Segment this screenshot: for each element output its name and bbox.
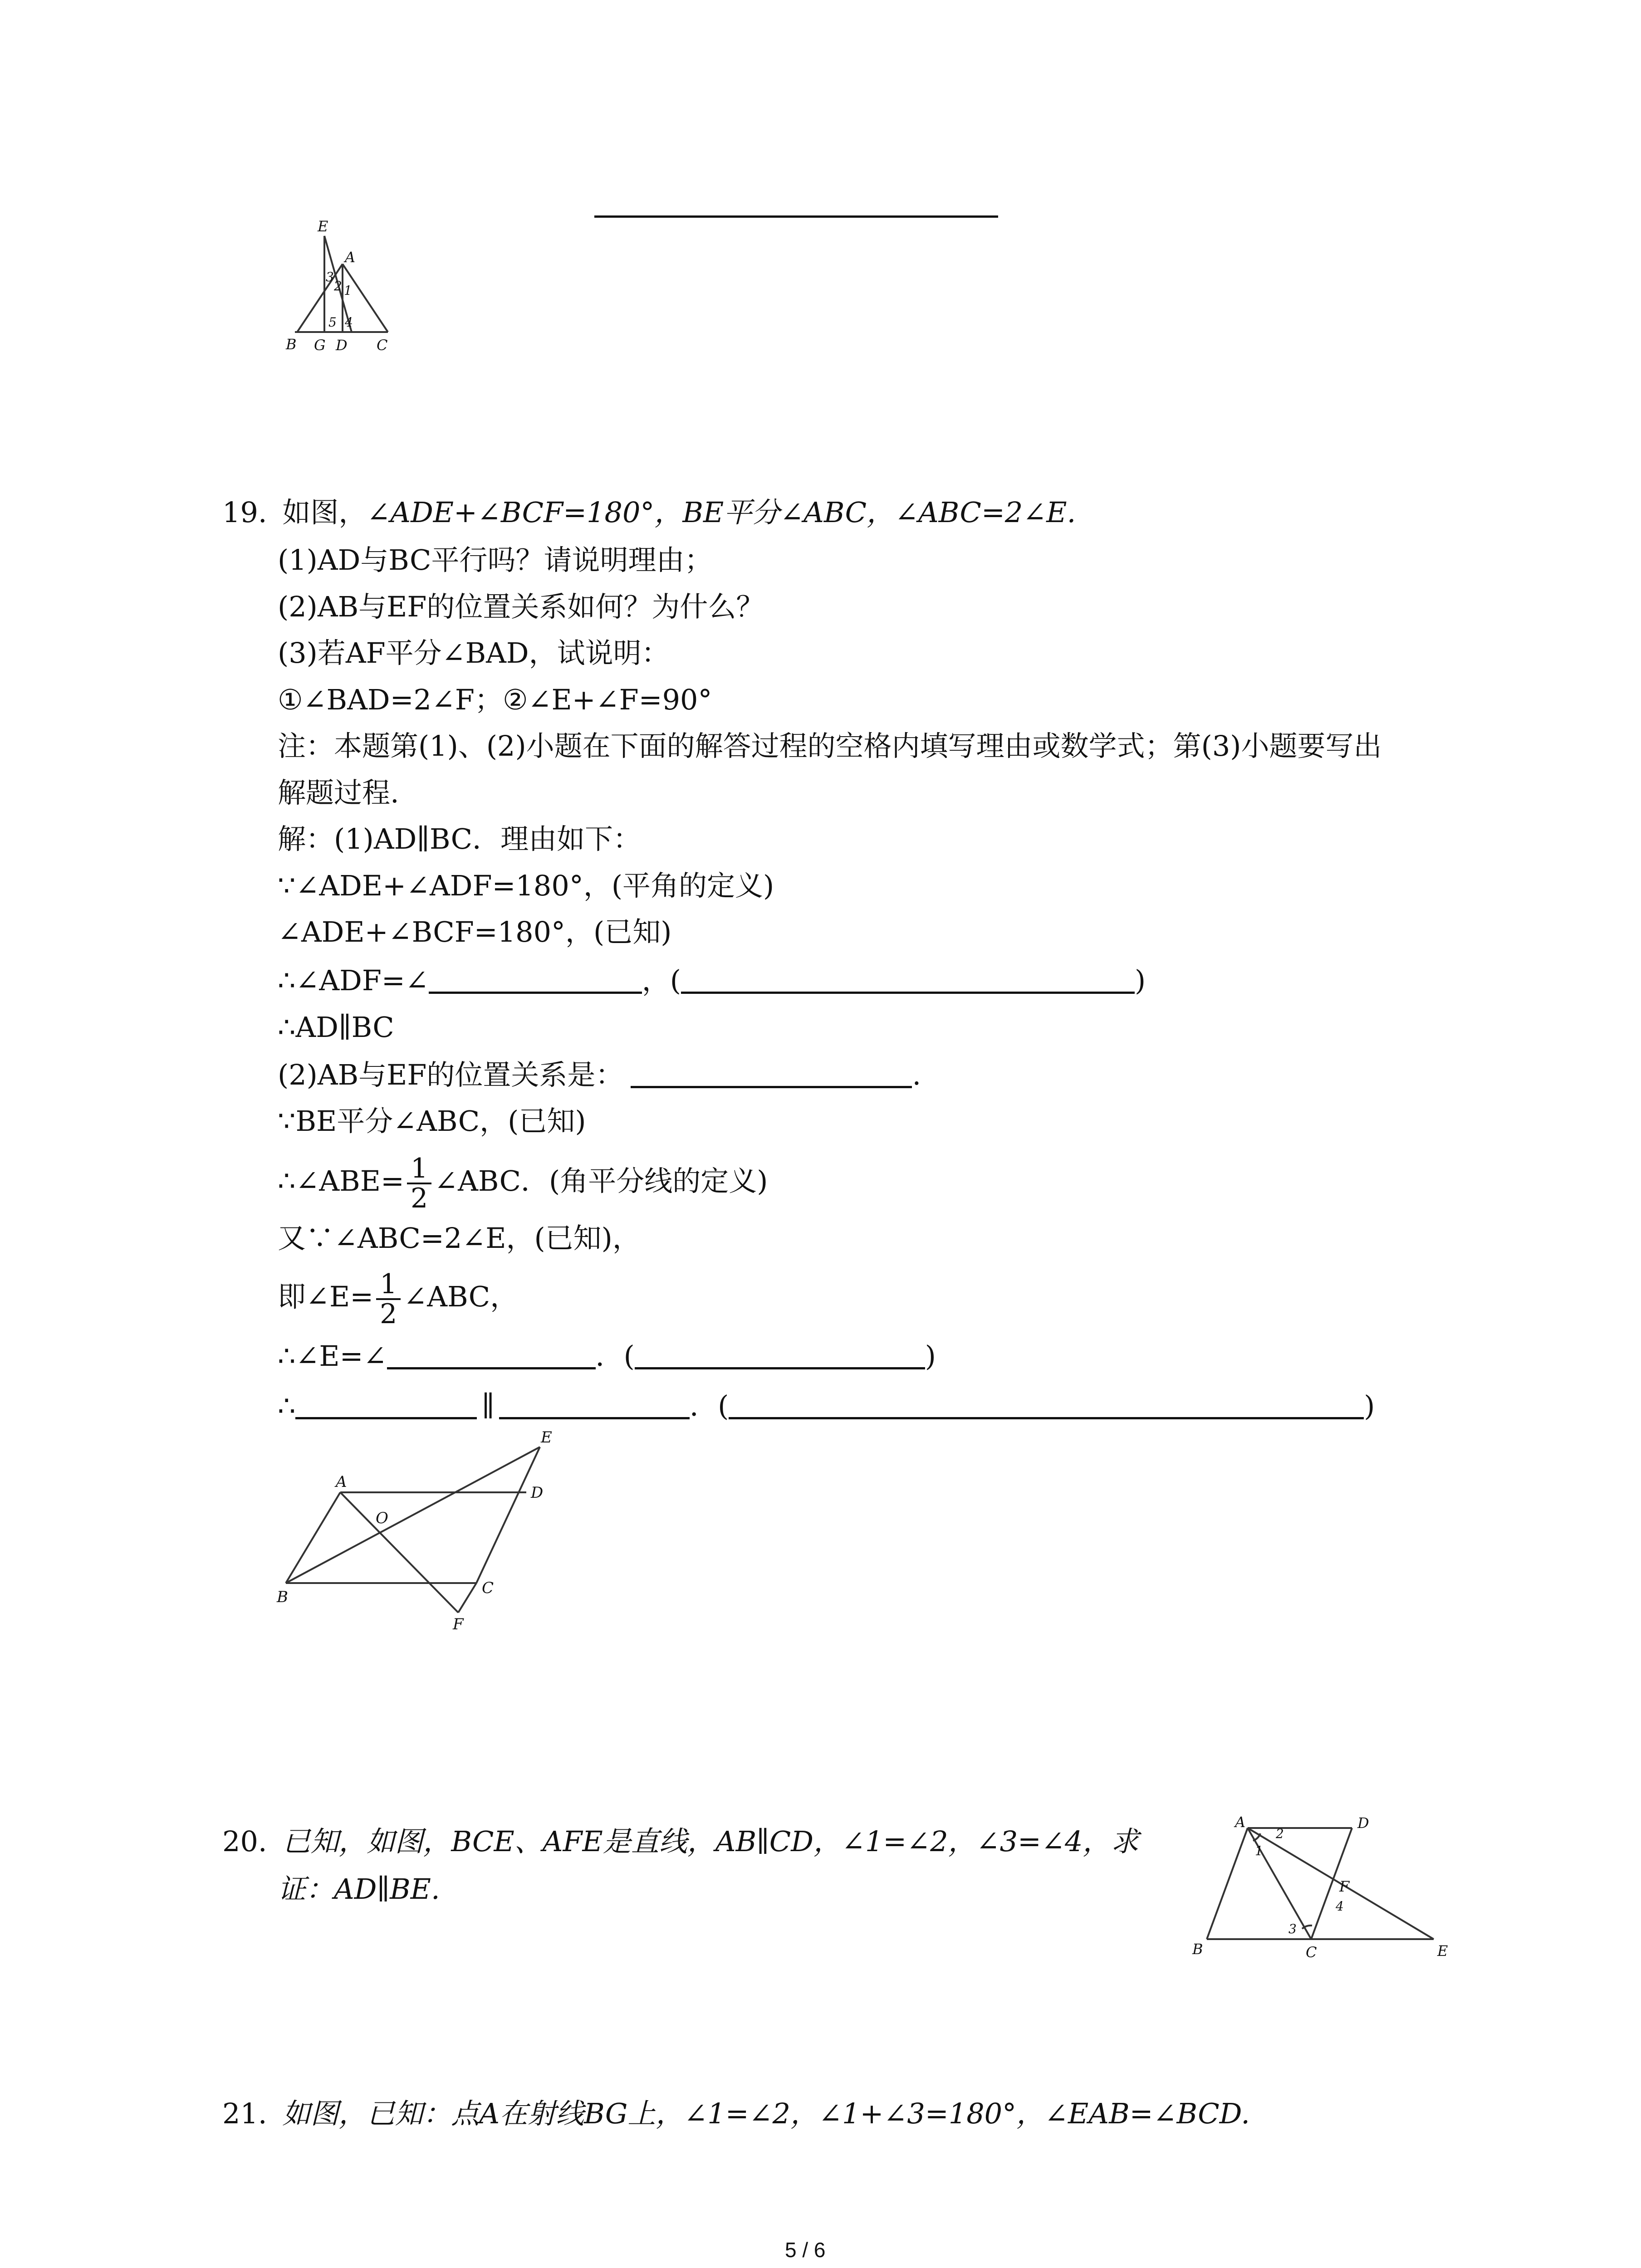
q19-s12-parallel: ∥ (481, 1389, 495, 1422)
answer-blank-q19-line1[interactable] (295, 1390, 477, 1419)
fraction-one-half: $\frac{1}{2}$ (407, 1154, 431, 1212)
q19-stem (222, 494, 1076, 531)
q19-solution-1: 解：(1)AD∥BC．理由如下： (278, 822, 642, 855)
q20-text-1: 已知，如图，BCE、AFE是直线，AB∥CD，∠1=∠2，∠3=∠4，求 (282, 1825, 1139, 1858)
label-a: A (345, 249, 356, 266)
line-e-c (476, 1447, 540, 1583)
q19-solution-3: ∠ADE+∠BCF=180°，(已知) (278, 915, 672, 948)
label-e: E (541, 1428, 552, 1447)
q19-solution-8 (278, 1154, 768, 1212)
q19-stem-b: ∠ADE+∠BCF=180°，BE平分∠ABC，∠ABC=2∠E. (367, 496, 1076, 529)
fraction-one-half-2: $\frac{1}{2}$ (376, 1270, 401, 1328)
q19-solution-11 (278, 1338, 936, 1374)
q19-part3: (3)若AF平分∠BAD，试说明： (278, 636, 670, 670)
label-2: 2 (1276, 1826, 1284, 1841)
label-b: B (1192, 1941, 1203, 1958)
label-d: D (336, 337, 348, 354)
q19-s4-paren-close: ) (1135, 964, 1146, 997)
answer-blank-q19-reason2[interactable] (635, 1340, 925, 1369)
line-b-e (286, 1447, 540, 1583)
q19-s12-paren-close: ) (1364, 1389, 1375, 1422)
answer-blank-q19-reason1[interactable] (681, 964, 1135, 994)
label-3: 3 (326, 269, 334, 284)
label-c: C (1306, 1944, 1317, 1961)
label-5: 5 (328, 315, 337, 330)
q19-s8-text-a: ∴∠ABE= (278, 1164, 404, 1198)
label-g: G (314, 337, 326, 354)
q21-line1 (222, 2096, 1250, 2132)
q19-solution-4 (278, 963, 1146, 999)
q19-s10-text-a: 即∠E= (278, 1280, 374, 1314)
answer-blank-q19-line2[interactable] (499, 1390, 690, 1419)
q20-number: 20. (222, 1825, 267, 1858)
label-d: D (1357, 1814, 1369, 1832)
q19-stem-a: 如图， (282, 496, 367, 529)
q19-solution-6 (278, 1057, 921, 1093)
q19-s11-text: ∴∠E=∠ (278, 1339, 387, 1373)
q19-number: 19. (222, 496, 267, 529)
q19-note-line1: 注：本题第(1)、(2)小题在下面的解答过程的空格内填写理由或数学式；第(3)小题要写出 (278, 729, 1382, 763)
q21-text-1: 如图，已知：点A在射线BG上，∠1=∠2，∠1+∠3=180°，∠EAB=∠BCD. (282, 2097, 1250, 2130)
q19-part1: (1)AD与BC平行吗？请说明理由； (278, 543, 713, 577)
q19-s10-text-b: ∠ABC， (403, 1280, 519, 1314)
q19-solution-12 (278, 1388, 1375, 1424)
label-o: O (376, 1509, 388, 1527)
angle-mark-1 (1253, 1833, 1260, 1841)
q20-line2: 证：AD∥BE. (278, 1872, 440, 1906)
q19-part4: ①∠BAD=2∠F；②∠E+∠F=90° (278, 683, 712, 716)
q19-s12-therefore: ∴ (278, 1389, 296, 1422)
figure-q20 (1180, 1810, 1461, 1964)
label-4: 4 (1336, 1899, 1344, 1914)
label-d: D (531, 1484, 544, 1502)
answer-blank-q18[interactable] (594, 215, 998, 218)
label-4: 4 (345, 315, 353, 330)
q19-s4-paren-open: ，( (642, 964, 681, 997)
q19-s4-text: ∴∠ADF=∠ (278, 964, 429, 997)
q19-note-line2: 解题过程. (278, 776, 399, 809)
label-c: C (377, 337, 388, 354)
q19-s6-text: (2)AB与EF的位置关系是： (278, 1058, 624, 1091)
label-f: F (1339, 1878, 1350, 1895)
q19-s12-paren-open: ．( (690, 1389, 729, 1422)
figure-q18 (272, 213, 408, 363)
line-c-f (458, 1583, 476, 1613)
q19-solution-2: ∵∠ADE+∠ADF=180°，(平角的定义) (278, 869, 774, 902)
label-1: 1 (1255, 1843, 1263, 1858)
line-a-f (340, 1492, 458, 1613)
q19-solution-10 (278, 1270, 518, 1328)
q19-s11-paren-open: ．( (595, 1339, 635, 1373)
label-3: 3 (1288, 1921, 1297, 1936)
q19-solution-5: ∴AD∥BC (278, 1011, 394, 1044)
label-e: E (1437, 1942, 1448, 1960)
q19-s11-paren-close: ) (925, 1339, 936, 1373)
q19-s8-text-b: ∠ABC．(角平分线的定义) (434, 1164, 768, 1198)
label-c: C (482, 1579, 494, 1597)
label-f: F (453, 1615, 464, 1633)
q20-line1 (222, 1823, 1139, 1860)
q19-part2: (2)AB与EF的位置关系如何？为什么？ (278, 590, 764, 623)
label-e: E (318, 218, 328, 235)
answer-blank-q19-relation[interactable] (631, 1059, 912, 1088)
label-b: B (277, 1588, 288, 1606)
figure-q19 (272, 1424, 590, 1633)
label-1: 1 (344, 283, 352, 298)
answer-blank-q19-angle2[interactable] (387, 1340, 596, 1369)
page-number: 5 / 6 (785, 2238, 826, 2262)
label-a: A (1235, 1813, 1246, 1831)
q19-solution-7: ∵BE平分∠ABC，(已知) (278, 1105, 586, 1138)
label-b: B (286, 336, 297, 353)
q19-solution-9: 又∵∠ABC=2∠E，(已知)， (278, 1222, 641, 1255)
label-a: A (336, 1473, 347, 1491)
answer-blank-q19-reason3[interactable] (729, 1390, 1364, 1419)
q19-s6-period: . (912, 1058, 921, 1091)
answer-blank-q19-angle[interactable] (429, 964, 642, 994)
label-2: 2 (334, 279, 342, 293)
q21-number: 21. (222, 2097, 267, 2130)
line-a-b (1207, 1828, 1248, 1939)
